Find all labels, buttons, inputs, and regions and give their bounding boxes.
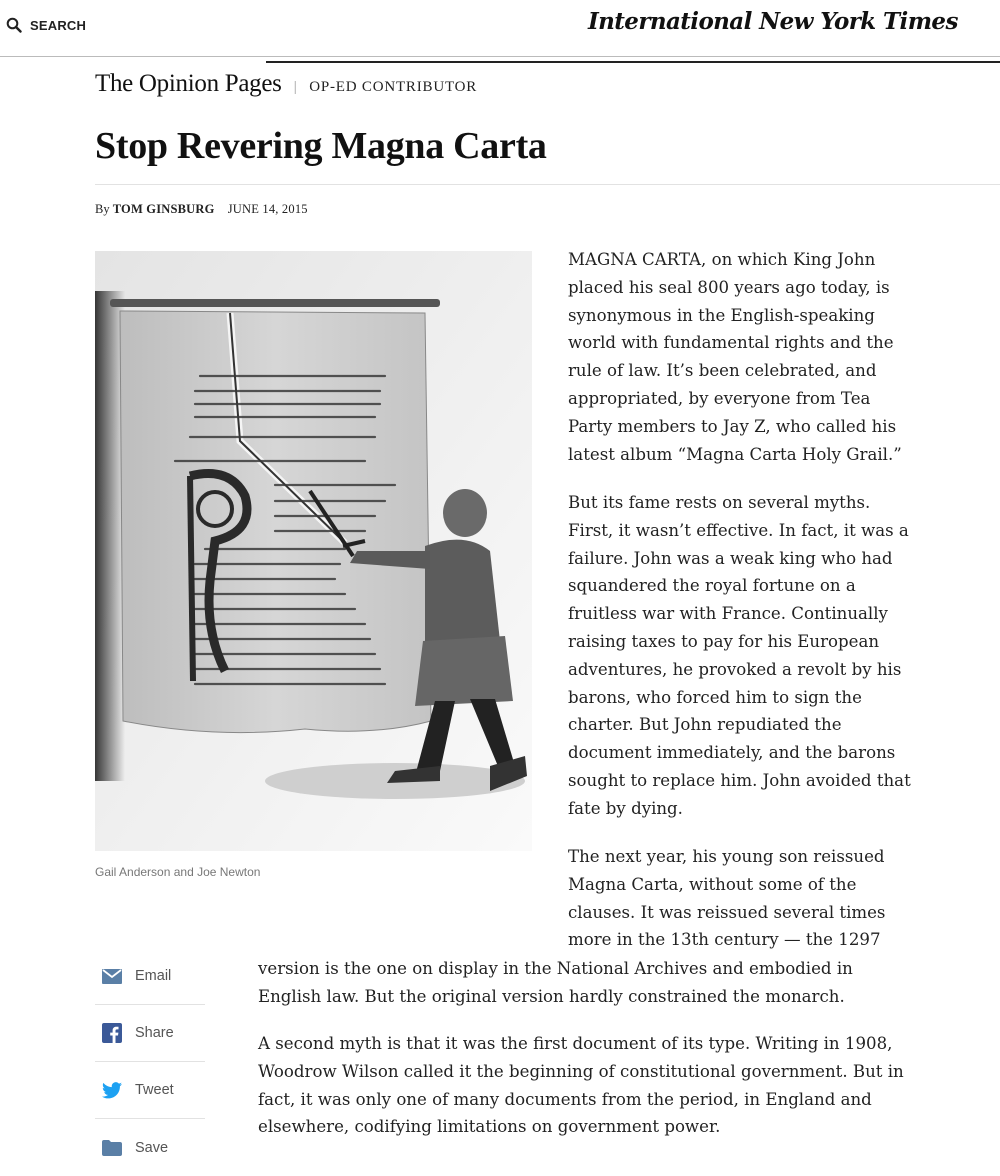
header-divider	[0, 56, 1000, 57]
facebook-icon	[101, 1022, 123, 1044]
article-headline: Stop Revering Magna Carta	[95, 125, 547, 167]
article-paragraph-continued: version is the one on display in the National Archives and embodied in English law. But the original version hardly constrained the monarch.	[258, 959, 853, 1006]
email-share-label: Email	[135, 968, 172, 984]
article-paragraph: The next year, his young son reissued Magna Carta, without some of the clauses. It was reissued several times more in the 13th century — the 1297	[568, 847, 886, 950]
save-label: Save	[135, 1139, 169, 1156]
section-separator: |	[293, 78, 298, 94]
email-share-button[interactable]	[95, 948, 205, 1005]
facebook-share-button[interactable]	[95, 1005, 205, 1062]
share-tools	[95, 948, 205, 1176]
masthead-logo[interactable]: International New York Times	[588, 8, 958, 35]
section-title-link[interactable]: The Opinion Pages	[95, 70, 282, 97]
save-button[interactable]	[95, 1119, 205, 1176]
article-paragraph: MAGNA CARTA, on which King John placed his seal 800 years ago today, is synonymous in the English-speaking world with fundamental rights and the rule of law. It’s been celebrated, and appropriated, by everyone from Tea Party members to Jay Z, who called his latest album “Magna Carta Holy Grail.”	[568, 250, 902, 464]
byline	[95, 202, 308, 217]
facebook-share-label: Share	[135, 1025, 174, 1041]
header-divider-thick	[266, 61, 1000, 63]
image-caption: Gail Anderson and Joe Newton	[95, 865, 261, 879]
article-paragraph: A second myth is that it was the first document of its type. Writing in 1908, Woodrow Wilson called it the beginning of constitutional government. But in fact, it was only one of many documents from the period, in England and elsewhere, codifying limitations on government power.	[258, 1034, 904, 1137]
search-label: SEARCH	[30, 17, 87, 33]
article-paragraph: But its fame rests on several myths. First, it wasn’t effective. In fact, it was a failure. John was a weak king who had squandered the royal fortune on a fruitless war with France. Continually raising taxes to pay for his European adventures, he provoked a revolt by his barons, who forced him to sign the charter. But John repudiated the document immediately, and the barons sought to replace him. John avoided that fate by dying.	[568, 493, 911, 818]
search-icon	[6, 17, 22, 33]
folder-icon	[101, 1137, 123, 1159]
headline-divider	[95, 184, 1000, 185]
article-illustration[interactable]	[95, 251, 532, 851]
twitter-share-label: Tweet	[135, 1082, 174, 1098]
twitter-icon	[101, 1079, 123, 1101]
byline-prefix: By	[95, 202, 110, 216]
search-button[interactable]	[6, 17, 86, 33]
section-kicker-link[interactable]: OP-ED CONTRIBUTOR	[309, 79, 478, 95]
twitter-share-button[interactable]	[95, 1062, 205, 1119]
publish-date: JUNE 14, 2015	[227, 202, 308, 216]
envelope-icon	[101, 965, 123, 987]
section-header	[95, 70, 477, 98]
author-link[interactable]: TOM GINSBURG	[112, 202, 215, 216]
